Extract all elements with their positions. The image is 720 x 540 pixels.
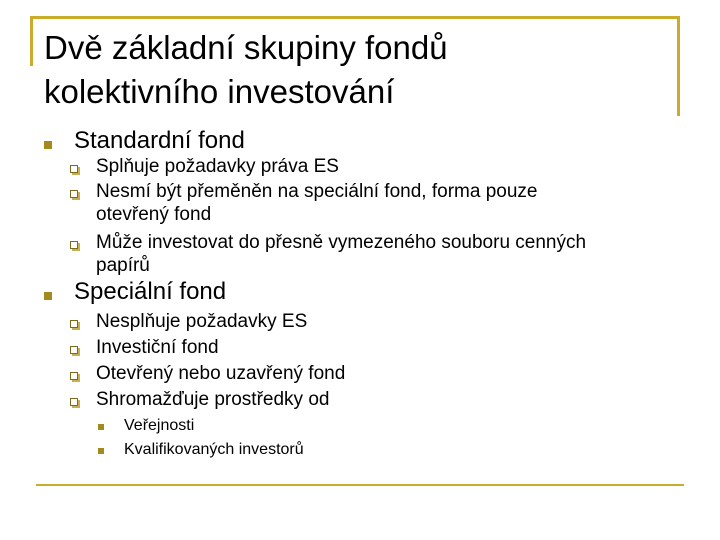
list-item-continuation: papírů [96, 255, 150, 276]
list-item: Může investovat do přesně vymezeného souboru cenných [96, 232, 587, 253]
hollow-square-bullet-icon [70, 320, 78, 328]
hollow-square-bullet-icon [70, 165, 78, 173]
square-bullet-icon [98, 424, 104, 430]
decorative-bottom-line [36, 484, 684, 486]
hollow-square-bullet-icon [70, 372, 78, 380]
hollow-square-bullet-icon [70, 398, 78, 406]
list-item: Nesmí být přeměněn na speciální fond, forma pouze [96, 181, 538, 202]
title-line-1: Dvě základní skupiny fondů [44, 29, 448, 66]
hollow-square-bullet-icon [70, 346, 78, 354]
decorative-left-line [30, 16, 33, 66]
list-item: Investiční fond [96, 337, 219, 358]
square-bullet-icon [98, 448, 104, 454]
decorative-top-line [30, 16, 680, 19]
list-item: Splňuje požadavky práva ES [96, 156, 339, 177]
section-heading-standard: Standardní fond [74, 127, 245, 154]
sub-list-item: Kvalifikovaných investorů [124, 441, 304, 458]
title-line-2: kolektivního investování [44, 73, 395, 110]
list-item: Shromažďuje prostředky od [96, 389, 330, 410]
square-bullet-icon [44, 292, 52, 300]
decorative-right-line [677, 16, 680, 116]
square-bullet-icon [44, 141, 52, 149]
hollow-square-bullet-icon [70, 190, 78, 198]
list-item: Otevřený nebo uzavřený fond [96, 363, 346, 384]
list-item-continuation: otevřený fond [96, 204, 212, 225]
list-item: Nesplňuje požadavky ES [96, 311, 308, 332]
hollow-square-bullet-icon [70, 241, 78, 249]
slide-title [44, 26, 664, 114]
section-heading-special: Speciální fond [74, 278, 227, 305]
sub-list-item: Veřejnosti [124, 417, 195, 434]
